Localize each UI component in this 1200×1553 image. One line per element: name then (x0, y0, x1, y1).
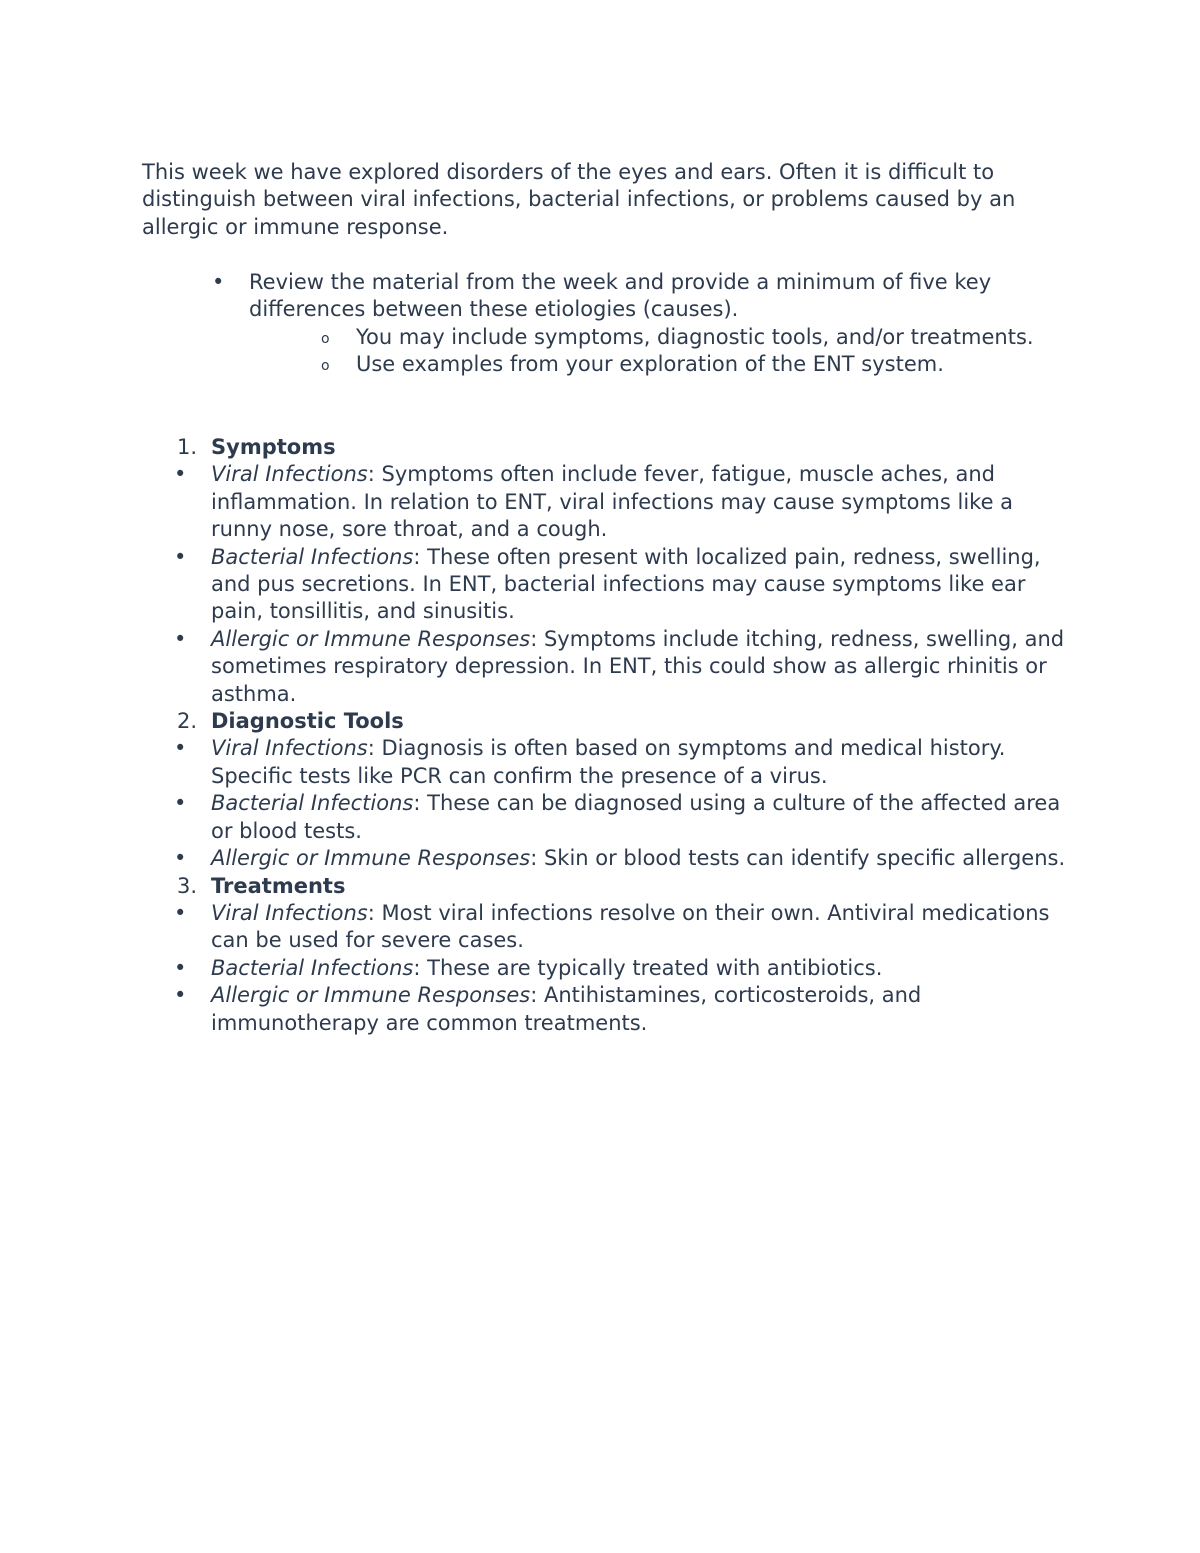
section-number: 2. (177, 709, 198, 734)
item-text: : Most viral infections resolve on their own. Antiviral medications can be used for severe cases. (211, 900, 1050, 953)
bullet-icon: • (174, 791, 187, 816)
answer-list (174, 434, 1071, 1037)
list-item (174, 982, 1071, 1037)
item-term: Allergic or Immune Responses (211, 983, 531, 1008)
bullet-icon: • (174, 544, 187, 569)
bullet-icon: • (174, 626, 187, 651)
task-sublist (249, 324, 1049, 379)
section-number: 1. (177, 435, 198, 459)
task-list (212, 269, 1049, 379)
circle-bullet-icon: o (321, 330, 330, 347)
item-term: Bacterial Infections (211, 791, 414, 816)
intro-paragraph: This week we have explored disorders of the eyes and ears. Often it is difficult to distinguish between viral infections, bacterial infections, or problems caused by an allergic or immune response. (142, 160, 1016, 239)
item-text: : These are typically treated with antibiotics. (413, 955, 883, 980)
section-title: Treatments (211, 873, 346, 898)
task-text: Review the material from the week and provide a minimum of five key differences between these etiologies (causes). (249, 270, 992, 322)
item-text: : Antihistamines, corticosteroids, and immunotherapy are common treatments. (211, 983, 922, 1035)
task-item (212, 269, 1049, 379)
item-term: Viral Infections (211, 462, 368, 487)
list-item (174, 544, 1071, 626)
item-term: Bacterial Infections (211, 955, 414, 980)
task-subitem (321, 351, 1049, 378)
item-term: Allergic or Immune Responses (211, 846, 531, 871)
list-item (174, 955, 1071, 982)
task-subitem-text: You may include symptoms, diagnostic tools, and/or treatments. (356, 324, 1034, 349)
item-text: : Skin or blood tests can identify specific allergens. (530, 846, 1066, 871)
bullet-icon: • (174, 955, 187, 980)
item-text: : Diagnosis is often based on symptoms and medical history. Specific tests like PCR can confirm the presence of a virus. (211, 736, 1006, 788)
item-text: : These can be diagnosed using a culture of the affected area or blood tests. (211, 791, 1061, 843)
section-title: Diagnostic Tools (211, 709, 404, 734)
list-item (174, 626, 1071, 708)
bullet-icon: • (174, 983, 187, 1008)
item-term: Bacterial Infections (211, 544, 414, 569)
item-text: : These often present with localized pain, redness, swelling, and pus secretions. In ENT, bacterial infections may cause symptoms like ear pain, tonsillitis, and sinusitis. (211, 544, 1041, 624)
section-number: 3. (177, 873, 198, 898)
item-text: : Symptoms include itching, redness, swelling, and sometimes respiratory depression. In ENT, this could show as allergic rhinitis or asthma. (211, 626, 1065, 706)
list-item (174, 461, 1071, 543)
list-item (174, 735, 1071, 790)
bullet-icon: • (174, 736, 187, 761)
section-title: Symptoms (211, 435, 336, 459)
bullet-icon: • (174, 462, 187, 487)
section-heading (177, 708, 1071, 735)
list-item (174, 845, 1071, 872)
item-term: Viral Infections (211, 736, 368, 761)
bullet-icon: • (174, 900, 187, 925)
circle-bullet-icon: o (321, 358, 330, 375)
item-term: Allergic or Immune Responses (211, 626, 531, 651)
task-subitem (321, 324, 1049, 351)
bullet-icon: • (174, 846, 187, 871)
list-item (174, 900, 1071, 955)
list-item (174, 790, 1071, 845)
item-text: : Symptoms often include fever, fatigue, muscle aches, and inflammation. In relation to ENT, viral infections may cause symptoms like a runny nose, sore throat, and a cough. (211, 462, 1014, 542)
section-heading (177, 873, 1071, 900)
section-heading (177, 434, 1071, 461)
task-subitem-text: Use examples from your exploration of the ENT system. (356, 352, 944, 377)
bullet-icon: • (212, 270, 225, 294)
item-term: Viral Infections (211, 900, 368, 925)
